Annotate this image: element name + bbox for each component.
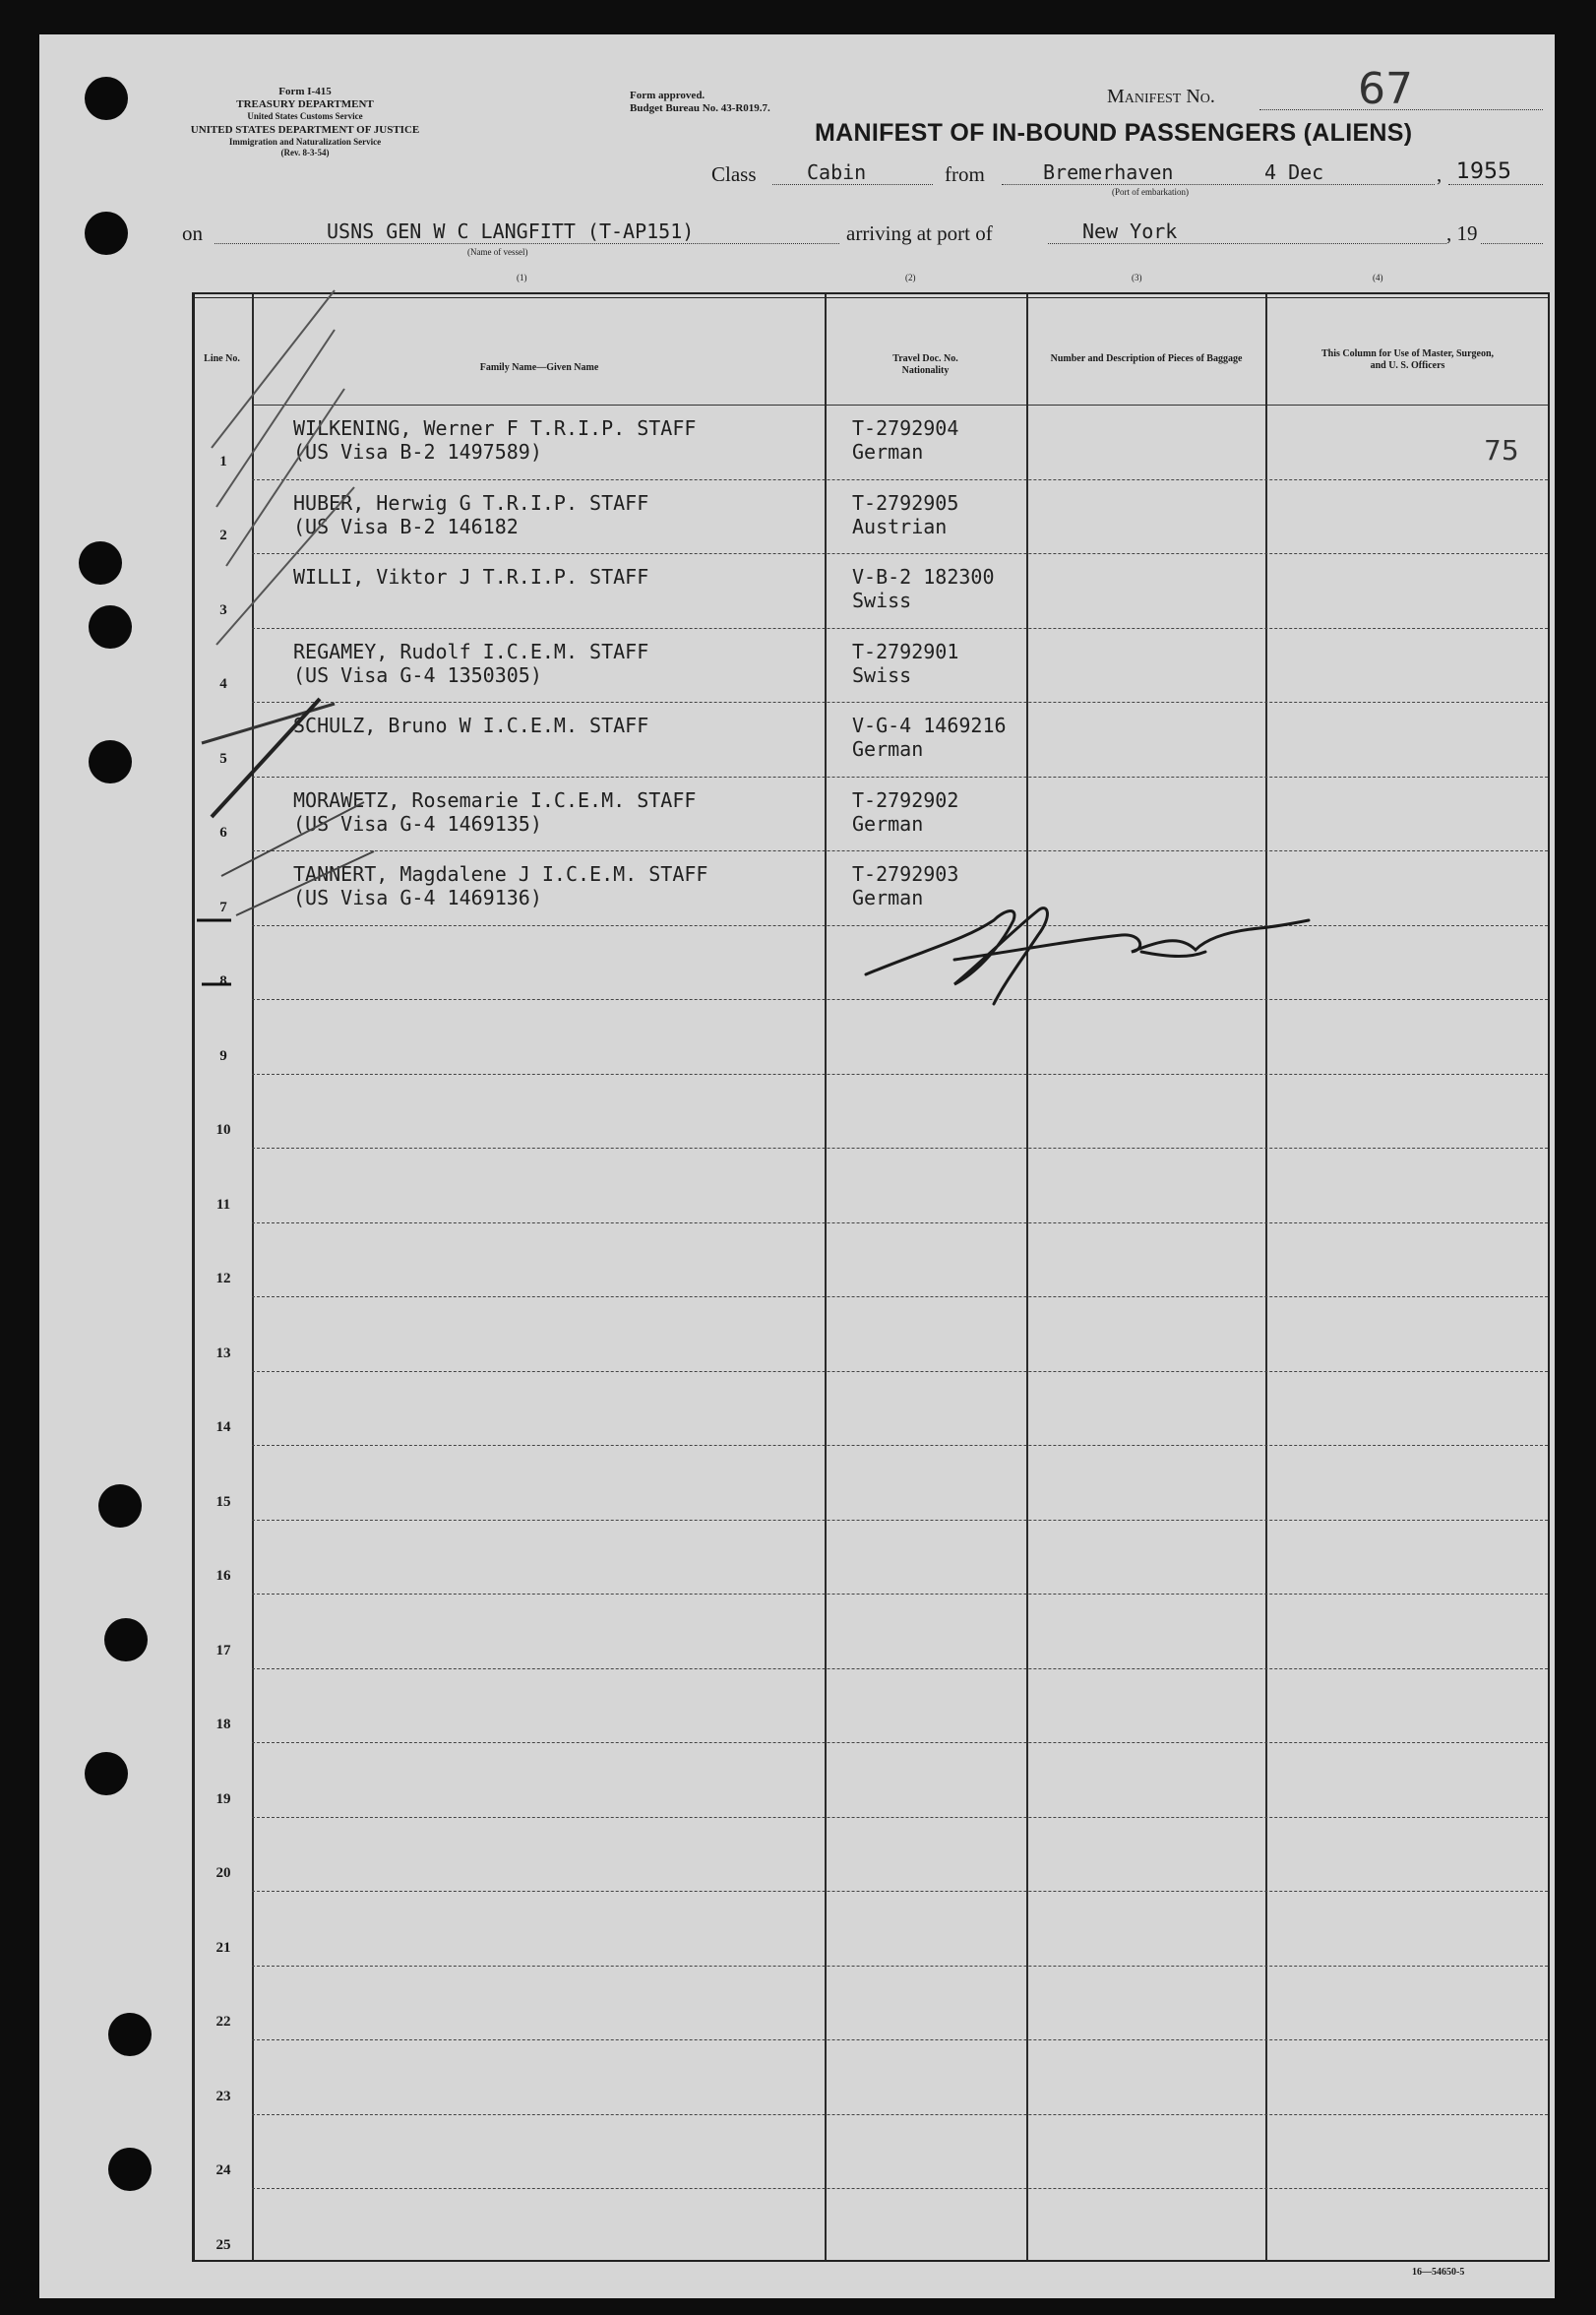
officer-note: 75 [1484,434,1519,467]
port-embarkation-label: (Port of embarkation) [1112,187,1189,197]
table-row [195,2039,1548,2114]
table-row [195,1668,1548,1743]
line-number: 14 [215,1419,231,1435]
officers-header: This Column for Use of Master, Surgeon, and U. S. Officers [1321,348,1495,371]
line-number: 12 [215,1271,231,1286]
table-row [195,553,1548,628]
table-row [195,999,1548,1074]
nationality: Swiss [852,662,912,687]
column-number-4: (4) [1373,273,1383,282]
line-number: 22 [215,2014,231,2030]
line-number: 11 [215,1196,231,1213]
manifest-no-label: Manifest No. [1107,86,1215,107]
name-header: Family Name—Given Name [479,362,599,373]
passenger-visa: (US Visa G-4 1350305) [293,662,542,687]
table-top-double [195,297,1548,298]
table-row [195,1891,1548,1966]
table-row [195,479,1548,554]
treasury-dept: TREASURY DEPARTMENT [236,98,374,110]
table-row [195,850,1548,925]
punch-hole [85,1752,128,1795]
from-value: Bremerhaven [1043,160,1174,184]
arrival-port-value: New York [1082,219,1178,243]
punch-hole [98,1484,142,1528]
nationality: German [852,737,924,761]
budget-bureau: Budget Bureau No. 43-R019.7. [630,102,770,114]
passenger-name: HUBER, Herwig G T.R.I.P. STAFF [293,490,649,515]
travel-doc-no: T-2792903 [852,862,959,886]
line-number: 23 [215,2088,231,2104]
form-approved: Form approved. [630,90,706,101]
travel-doc-no: T-2792902 [852,787,959,812]
line-number: 2 [219,528,227,543]
arrival-port-underline [1048,243,1446,244]
date-value: 4 Dec [1264,160,1324,184]
travel-doc-no: T-2792901 [852,639,959,663]
table-row [195,1742,1548,1817]
nationality: Austrian [852,514,948,538]
column-number-2: (2) [905,273,916,282]
table-row [195,1074,1548,1149]
line-number: 16 [215,1568,231,1584]
line-number: 17 [215,1642,231,1658]
table-row [195,702,1548,777]
class-value: Cabin [807,160,867,184]
year-value: 1955 [1456,159,1511,184]
table-row [195,2114,1548,2189]
from-label: from [945,162,985,186]
nationality: German [852,440,924,464]
table-row [195,1520,1548,1595]
baggage-header: Number and Description of Pieces of Baggage [1050,353,1243,364]
agency-block [167,86,443,158]
revision: (Rev. 8-3-54) [280,148,330,157]
table-row [195,1296,1548,1371]
line-number: 10 [215,1122,231,1138]
approval-block [630,90,770,115]
line-number: 15 [215,1493,231,1510]
from-underline [1002,184,1435,185]
table-row [195,405,1548,479]
passenger-name: TANNERT, Magdalene J I.C.E.M. STAFF [293,862,708,886]
line-number: 20 [215,1865,231,1881]
justice-dept: UNITED STATES DEPARTMENT OF JUSTICE [190,124,420,136]
punch-hole [108,2013,152,2056]
class-label: Class [711,162,757,186]
nationality: German [852,811,924,836]
passenger-name: SCHULZ, Bruno W I.C.E.M. STAFF [293,714,649,737]
table-row [195,1148,1548,1222]
passenger-name: WILLI, Viktor J T.R.I.P. STAFF [293,565,649,589]
column-number-3: (3) [1132,273,1142,282]
class-underline [772,184,933,185]
arriving-label: arriving at port of [846,221,993,245]
line-number: 4 [219,676,227,692]
manifest-page [39,34,1555,2298]
manifest-no-value: 67 [1358,64,1413,114]
line-number: 13 [215,1345,231,1361]
line-number: 8 [219,973,227,989]
form-number: Form I-415 [278,86,332,97]
passenger-name: WILKENING, Werner F T.R.I.P. STAFF [293,416,697,440]
on-label: on [182,221,203,245]
nationality: German [852,886,924,909]
ins-service: Immigration and Naturalization Service [228,137,382,147]
passenger-table [192,292,1550,2262]
line-number: 1 [219,453,227,469]
travel-doc-no: V-G-4 1469216 [852,714,1007,737]
year-underline [1448,184,1543,185]
line-number: 6 [219,825,227,841]
passenger-visa: (US Visa G-4 1469135) [293,811,542,836]
line-number: 25 [215,2236,231,2253]
table-row [195,925,1548,1000]
year-comma: , [1437,162,1443,186]
punch-hole [89,740,132,783]
table-row [195,1817,1548,1892]
punch-hole [108,2148,152,2191]
line-number: 21 [215,1939,231,1956]
table-row [195,1371,1548,1446]
line-number: 9 [219,1047,227,1064]
table-row [195,1966,1548,2040]
table-row [195,777,1548,851]
footer-code: 16—54650-5 [1412,2267,1465,2278]
table-row [195,2188,1548,2263]
travel-doc-header: Travel Doc. No. Nationality [892,353,958,376]
vessel-caption: (Name of vessel) [467,247,528,257]
vessel-underline [215,243,839,244]
passenger-visa: (US Visa G-4 1469136) [293,886,542,909]
column-number-1: (1) [517,273,527,282]
page-title: MANIFEST OF IN-BOUND PASSENGERS (ALIENS) [815,119,1413,147]
line-no-header: Line No. [204,353,240,364]
table-row [195,1594,1548,1668]
travel-doc-no: T-2792904 [852,416,959,440]
arrival-year-underline [1481,243,1543,244]
passenger-name: REGAMEY, Rudolf I.C.E.M. STAFF [293,639,649,663]
punch-hole [89,605,132,649]
punch-hole [79,541,122,585]
punch-hole [104,1618,148,1661]
vessel-value: USNS GEN W C LANGFITT (T-AP151) [327,219,695,243]
arrival-year: , 19 [1446,221,1478,245]
line-number: 18 [215,1717,231,1732]
line-number: 7 [219,899,227,915]
punch-hole [85,212,128,255]
passenger-name: MORAWETZ, Rosemarie I.C.E.M. STAFF [293,787,697,812]
table-row [195,1445,1548,1520]
table-row [195,628,1548,703]
nationality: Swiss [852,589,912,612]
line-number: 3 [219,601,227,618]
customs-service: United States Customs Service [247,111,363,121]
punch-hole [85,77,128,120]
passenger-visa: (US Visa B-2 1497589) [293,440,542,464]
table-row [195,1222,1548,1297]
line-number: 19 [215,1790,231,1807]
travel-doc-no: V-B-2 182300 [852,565,995,589]
passenger-visa: (US Visa B-2 146182 [293,514,519,538]
line-number: 5 [219,750,227,767]
line-number: 24 [215,2162,231,2178]
travel-doc-no: T-2792905 [852,490,959,515]
